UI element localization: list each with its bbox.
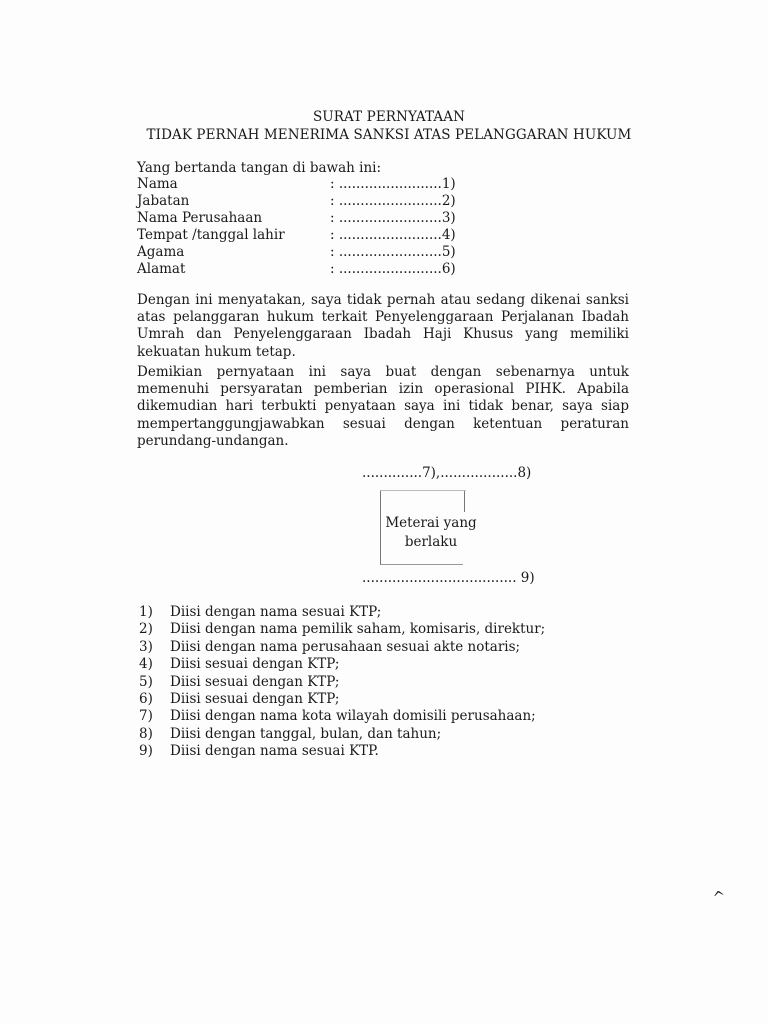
signature-line: .................................... 9) (362, 570, 535, 586)
footnote-number: 3) (139, 638, 153, 655)
field-row-jabatan (137, 193, 467, 210)
field-value: : ........................6) (330, 261, 456, 277)
stamp-line-1: Meterai yang (385, 515, 477, 531)
field-label: Alamat (137, 261, 186, 277)
footnote-number: 2) (139, 621, 153, 638)
footnote-text: Diisi sesuai dengan KTP; (170, 673, 340, 690)
footnote-number: 1) (139, 604, 153, 620)
footnote-item (139, 621, 609, 638)
footnote-text: Diisi dengan nama kota wilayah domisili perusahaan; (170, 708, 536, 725)
stamp-box (380, 490, 477, 565)
footnote-item (139, 656, 609, 673)
statement-paragraph: Dengan ini menyatakan, saya tidak pernah atau sedang dikenai sanksi atas pelanggaran hukum terkait Penyelenggaraan Perjalanan Ibadah Umrah dan Penyelenggaraan Ibadah Haji Khusus yang memiliki kekuatan hukum tetap. (137, 292, 629, 360)
place-date-line: ..............7),..................8) (362, 465, 532, 481)
field-row-tempat-tanggal-lahir (137, 227, 467, 244)
footnote-item (139, 639, 609, 656)
footnote-text: Diisi dengan nama perusahaan sesuai akte notaris; (170, 638, 521, 655)
field-value: : ........................3) (330, 210, 456, 226)
handwritten-mark: ^ (711, 887, 727, 907)
footnote-number: 7) (139, 708, 153, 725)
field-value: : ........................1) (330, 176, 456, 192)
footnote-text: Diisi dengan tanggal, bulan, dan tahun; (170, 725, 442, 742)
identity-fields (137, 176, 467, 278)
field-label: Nama (137, 176, 178, 192)
field-row-nama (137, 176, 467, 193)
footnote-item (139, 604, 609, 621)
intro-text: Yang bertanda tangan di bawah ini: (137, 160, 382, 176)
footnote-number: 6) (139, 690, 153, 707)
footnote-text: Diisi dengan nama sesuai KTP; (170, 604, 382, 620)
footnote-text: Diisi dengan nama sesuai KTP. (170, 743, 379, 760)
field-row-nama-perusahaan (137, 210, 467, 227)
title-line-2: TIDAK PERNAH MENERIMA SANKSI ATAS PELANGGARAN HUKUM (146, 127, 632, 143)
field-label: Tempat /tanggal lahir (137, 227, 285, 243)
footnote-text: Diisi sesuai dengan KTP; (170, 656, 340, 673)
field-value: : ........................5) (330, 244, 456, 260)
field-value: : ........................4) (330, 227, 456, 243)
footnote-item (139, 726, 609, 743)
footnote-number: 5) (139, 673, 153, 690)
footnote-item (139, 708, 609, 725)
footnote-item (139, 743, 609, 760)
footnote-item (139, 691, 609, 708)
footnote-number: 8) (139, 725, 153, 742)
stamp-label (385, 514, 477, 552)
document-title (0, 108, 768, 144)
footnotes-list (139, 604, 609, 761)
field-row-alamat (137, 261, 467, 278)
field-label: Jabatan (137, 193, 190, 209)
field-label: Nama Perusahaan (137, 210, 263, 226)
field-value: : ........................2) (330, 193, 456, 209)
footnote-text: Diisi dengan nama pemilik saham, komisaris, direktur; (170, 621, 546, 638)
closing-paragraph: Demikian pernyataan ini saya buat dengan sebenarnya untuk memenuhi persyaratan pemberian izin operasional PIHK. Apabila dikemudian hari terbukti penyataan saya ini tidak benar, saya siap mempertanggungjawabkan sesuai dengan ketentuan peraturan perundang-undangan. (137, 364, 629, 449)
title-line-1: SURAT PERNYATAAN (312, 109, 466, 125)
footnote-number: 9) (139, 743, 153, 760)
footnote-item (139, 674, 609, 691)
footnote-number: 4) (139, 656, 153, 673)
stamp-line-2: berlaku (404, 534, 458, 550)
footnote-text: Diisi sesuai dengan KTP; (170, 690, 340, 707)
field-label: Agama (137, 244, 185, 260)
field-row-agama (137, 244, 467, 261)
